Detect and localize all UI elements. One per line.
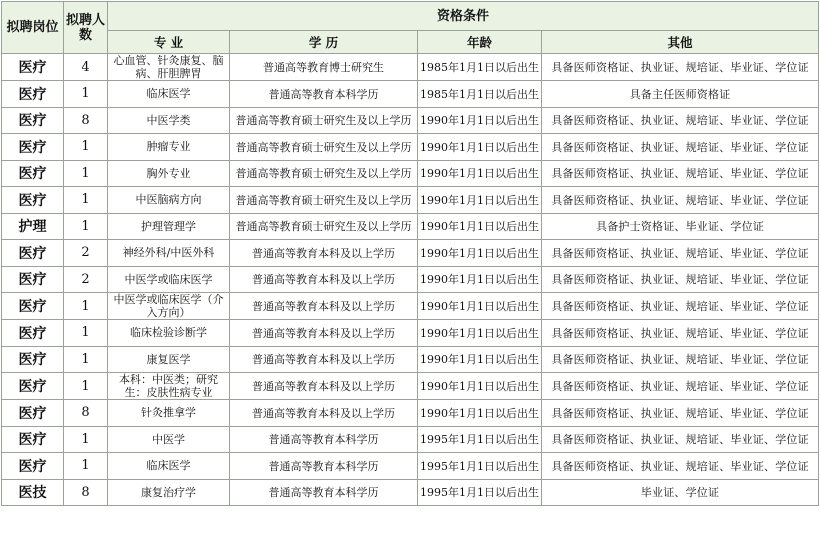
cell-count: 1 bbox=[64, 187, 108, 214]
cell-other: 具备护士资格证、毕业证、学位证 bbox=[542, 213, 819, 240]
cell-major: 护理管理学 bbox=[108, 213, 230, 240]
cell-count: 2 bbox=[64, 240, 108, 267]
cell-other: 具备医师资格证、执业证、规培证、毕业证、学位证 bbox=[542, 453, 819, 480]
cell-count: 1 bbox=[64, 453, 108, 480]
cell-age: 1990年1月1日以后出生 bbox=[418, 187, 542, 214]
cell-major: 康复医学 bbox=[108, 346, 230, 373]
cell-education: 普通高等教育本科及以上学历 bbox=[230, 320, 418, 347]
cell-education: 普通高等教育硕士研究生及以上学历 bbox=[230, 107, 418, 134]
cell-post: 医疗 bbox=[2, 320, 64, 347]
cell-other: 具备医师资格证、执业证、规培证、毕业证、学位证 bbox=[542, 373, 819, 400]
cell-post: 医疗 bbox=[2, 160, 64, 187]
cell-count: 1 bbox=[64, 320, 108, 347]
cell-count: 8 bbox=[64, 400, 108, 427]
cell-major: 临床医学 bbox=[108, 453, 230, 480]
cell-other: 具备医师资格证、执业证、规培证、毕业证、学位证 bbox=[542, 426, 819, 453]
table-row bbox=[2, 81, 819, 108]
table-row bbox=[2, 54, 819, 81]
cell-count: 1 bbox=[64, 293, 108, 320]
table-body bbox=[2, 54, 819, 506]
cell-age: 1990年1月1日以后出生 bbox=[418, 160, 542, 187]
table-row bbox=[2, 373, 819, 400]
cell-post: 医技 bbox=[2, 479, 64, 506]
cell-major: 胸外专业 bbox=[108, 160, 230, 187]
cell-education: 普通高等教育本科及以上学历 bbox=[230, 240, 418, 267]
cell-age: 1990年1月1日以后出生 bbox=[418, 134, 542, 161]
table-row bbox=[2, 107, 819, 134]
cell-education: 普通高等教育硕士研究生及以上学历 bbox=[230, 213, 418, 240]
cell-age: 1990年1月1日以后出生 bbox=[418, 213, 542, 240]
cell-major: 康复治疗学 bbox=[108, 479, 230, 506]
table-row bbox=[2, 426, 819, 453]
cell-education: 普通高等教育硕士研究生及以上学历 bbox=[230, 134, 418, 161]
cell-count: 1 bbox=[64, 213, 108, 240]
cell-major: 临床医学 bbox=[108, 81, 230, 108]
cell-post: 医疗 bbox=[2, 81, 64, 108]
cell-count: 8 bbox=[64, 107, 108, 134]
cell-age: 1990年1月1日以后出生 bbox=[418, 240, 542, 267]
cell-major: 中医学类 bbox=[108, 107, 230, 134]
cell-post: 医疗 bbox=[2, 373, 64, 400]
table-row bbox=[2, 187, 819, 214]
cell-post: 医疗 bbox=[2, 266, 64, 293]
cell-count: 2 bbox=[64, 266, 108, 293]
cell-other: 具备医师资格证、执业证、规培证、毕业证、学位证 bbox=[542, 134, 819, 161]
cell-count: 1 bbox=[64, 160, 108, 187]
cell-count: 4 bbox=[64, 54, 108, 81]
cell-age: 1985年1月1日以后出生 bbox=[418, 54, 542, 81]
cell-age: 1995年1月1日以后出生 bbox=[418, 453, 542, 480]
cell-major: 中医学或临床医学（介入方向） bbox=[108, 293, 230, 320]
cell-post: 护理 bbox=[2, 213, 64, 240]
cell-post: 医疗 bbox=[2, 107, 64, 134]
cell-other: 具备主任医师资格证 bbox=[542, 81, 819, 108]
cell-age: 1985年1月1日以后出生 bbox=[418, 81, 542, 108]
table-row bbox=[2, 134, 819, 161]
cell-other: 具备医师资格证、执业证、规培证、毕业证、学位证 bbox=[542, 266, 819, 293]
table-row bbox=[2, 453, 819, 480]
cell-other: 具备医师资格证、执业证、规培证、毕业证、学位证 bbox=[542, 240, 819, 267]
cell-education: 普通高等教育本科及以上学历 bbox=[230, 293, 418, 320]
table-row bbox=[2, 400, 819, 427]
cell-count: 8 bbox=[64, 479, 108, 506]
cell-education: 普通高等教育博士研究生 bbox=[230, 54, 418, 81]
table-row bbox=[2, 293, 819, 320]
header-major: 专 业 bbox=[108, 31, 230, 54]
table-row bbox=[2, 240, 819, 267]
cell-post: 医疗 bbox=[2, 346, 64, 373]
header-count: 拟聘人数 bbox=[64, 2, 108, 54]
cell-education: 普通高等教育硕士研究生及以上学历 bbox=[230, 187, 418, 214]
cell-major: 本科：中医类；研究生：皮肤性病专业 bbox=[108, 373, 230, 400]
table-header bbox=[2, 2, 819, 54]
table-row bbox=[2, 320, 819, 347]
cell-major: 心血管、针灸康复、脑病、肝胆脾胃 bbox=[108, 54, 230, 81]
cell-post: 医疗 bbox=[2, 54, 64, 81]
cell-education: 普通高等教育本科及以上学历 bbox=[230, 346, 418, 373]
cell-major: 中医脑病方向 bbox=[108, 187, 230, 214]
table-row bbox=[2, 213, 819, 240]
cell-count: 1 bbox=[64, 373, 108, 400]
cell-post: 医疗 bbox=[2, 134, 64, 161]
recruitment-table bbox=[1, 1, 819, 506]
header-post: 拟聘岗位 bbox=[2, 2, 64, 54]
cell-other: 具备医师资格证、执业证、规培证、毕业证、学位证 bbox=[542, 160, 819, 187]
cell-count: 1 bbox=[64, 81, 108, 108]
cell-other: 具备医师资格证、执业证、规培证、毕业证、学位证 bbox=[542, 107, 819, 134]
table-row bbox=[2, 160, 819, 187]
cell-education: 普通高等教育本科学历 bbox=[230, 479, 418, 506]
cell-age: 1995年1月1日以后出生 bbox=[418, 426, 542, 453]
cell-age: 1990年1月1日以后出生 bbox=[418, 266, 542, 293]
cell-education: 普通高等教育本科学历 bbox=[230, 81, 418, 108]
cell-other: 毕业证、学位证 bbox=[542, 479, 819, 506]
cell-education: 普通高等教育本科学历 bbox=[230, 453, 418, 480]
cell-age: 1990年1月1日以后出生 bbox=[418, 400, 542, 427]
cell-age: 1990年1月1日以后出生 bbox=[418, 346, 542, 373]
header-conditions: 资格条件 bbox=[108, 2, 819, 31]
cell-age: 1995年1月1日以后出生 bbox=[418, 479, 542, 506]
cell-count: 1 bbox=[64, 346, 108, 373]
cell-education: 普通高等教育本科及以上学历 bbox=[230, 373, 418, 400]
cell-other: 具备医师资格证、执业证、规培证、毕业证、学位证 bbox=[542, 54, 819, 81]
header-other: 其他 bbox=[542, 31, 819, 54]
cell-education: 普通高等教育本科及以上学历 bbox=[230, 400, 418, 427]
cell-major: 肿瘤专业 bbox=[108, 134, 230, 161]
cell-major: 针灸推拿学 bbox=[108, 400, 230, 427]
cell-education: 普通高等教育本科及以上学历 bbox=[230, 266, 418, 293]
cell-education: 普通高等教育本科学历 bbox=[230, 426, 418, 453]
table-row bbox=[2, 266, 819, 293]
cell-other: 具备医师资格证、执业证、规培证、毕业证、学位证 bbox=[542, 293, 819, 320]
table-row bbox=[2, 479, 819, 506]
cell-post: 医疗 bbox=[2, 426, 64, 453]
cell-post: 医疗 bbox=[2, 240, 64, 267]
cell-other: 具备医师资格证、执业证、规培证、毕业证、学位证 bbox=[542, 320, 819, 347]
cell-major: 中医学或临床医学 bbox=[108, 266, 230, 293]
cell-age: 1990年1月1日以后出生 bbox=[418, 373, 542, 400]
cell-education: 普通高等教育硕士研究生及以上学历 bbox=[230, 160, 418, 187]
cell-age: 1990年1月1日以后出生 bbox=[418, 293, 542, 320]
cell-age: 1990年1月1日以后出生 bbox=[418, 107, 542, 134]
header-education: 学 历 bbox=[230, 31, 418, 54]
cell-major: 临床检验诊断学 bbox=[108, 320, 230, 347]
cell-major: 神经外科/中医外科 bbox=[108, 240, 230, 267]
cell-other: 具备医师资格证、执业证、规培证、毕业证、学位证 bbox=[542, 346, 819, 373]
cell-post: 医疗 bbox=[2, 293, 64, 320]
cell-post: 医疗 bbox=[2, 453, 64, 480]
cell-major: 中医学 bbox=[108, 426, 230, 453]
cell-other: 具备医师资格证、执业证、规培证、毕业证、学位证 bbox=[542, 187, 819, 214]
cell-count: 1 bbox=[64, 134, 108, 161]
table-row bbox=[2, 346, 819, 373]
cell-post: 医疗 bbox=[2, 187, 64, 214]
cell-post: 医疗 bbox=[2, 400, 64, 427]
header-age: 年龄 bbox=[418, 31, 542, 54]
cell-age: 1990年1月1日以后出生 bbox=[418, 320, 542, 347]
cell-count: 1 bbox=[64, 426, 108, 453]
cell-other: 具备医师资格证、执业证、规培证、毕业证、学位证 bbox=[542, 400, 819, 427]
